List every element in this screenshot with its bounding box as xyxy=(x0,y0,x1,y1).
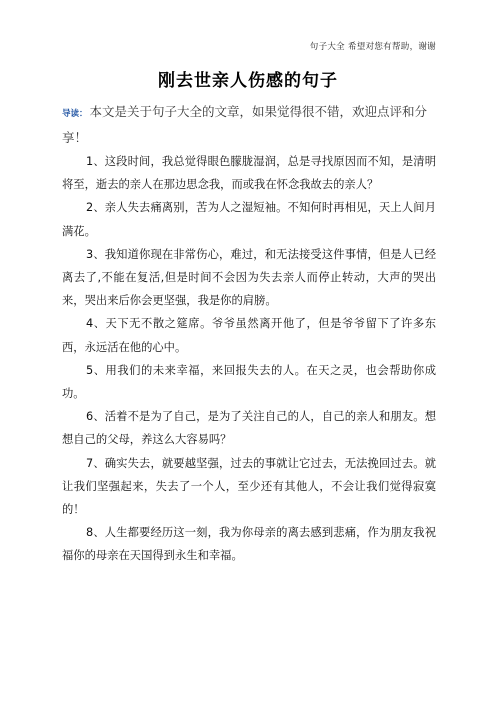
paragraph-3: 3、我知道你现在非常伤心，难过，和无法接受这件事情，但是人已经离去了,不能在复活,但是时间不会因为失去亲人而停止转动，大声的哭出来，哭出来后你会更坚强，我是你的肩膀。 xyxy=(62,247,436,308)
document-title: 刚去世亲人伤感的句子 xyxy=(158,71,338,91)
paragraph-6: 6、活着不是为了自己，是为了关注自己的人，自己的亲人和朋友。想想自己的父母，养这么大容易吗？ xyxy=(62,410,436,447)
intro-text: 本文是关于句子大全的文章，如果觉得很不错，欢迎点评和分享！ xyxy=(62,104,428,145)
intro-label: 导读： xyxy=(62,109,88,119)
intro xyxy=(62,100,434,149)
paragraph-4: 4、天下无不散之筵席。爷爷虽然离开他了，但是爷爷留下了许多东西，永远活在他的心中。 xyxy=(62,317,436,354)
paragraph-5: 5、用我们的未来幸福，来回报失去的人。在天之灵，也会帮助你成功。 xyxy=(62,363,436,401)
paragraph-8: 8、人生都要经历这一刻，我为你母亲的离去感到悲痛，作为朋友我祝福你的母亲在天国得到永生和幸福。 xyxy=(62,526,436,563)
paragraph-7: 7、确实失去，就要越坚强，过去的事就让它过去，无法挽回过去。就让我们坚强起来，失去了一个人，至少还有其他人，不会让我们觉得寂寞的！ xyxy=(62,456,436,517)
paragraph-2: 2、亲人失去痛离别，苦为人之湿短袖。不知何时再相见，天上人间月满花。 xyxy=(62,201,436,238)
document-body xyxy=(62,150,436,568)
header-note: 句子大全 希望对您有帮助，谢谢 xyxy=(309,42,436,52)
paragraph-1: 1、这段时间，我总觉得眼色朦胧湿润，总是寻找原因而不知，是清明将至，逝去的亲人在那边思念我，而或我在怀念我故去的亲人？ xyxy=(62,155,436,192)
